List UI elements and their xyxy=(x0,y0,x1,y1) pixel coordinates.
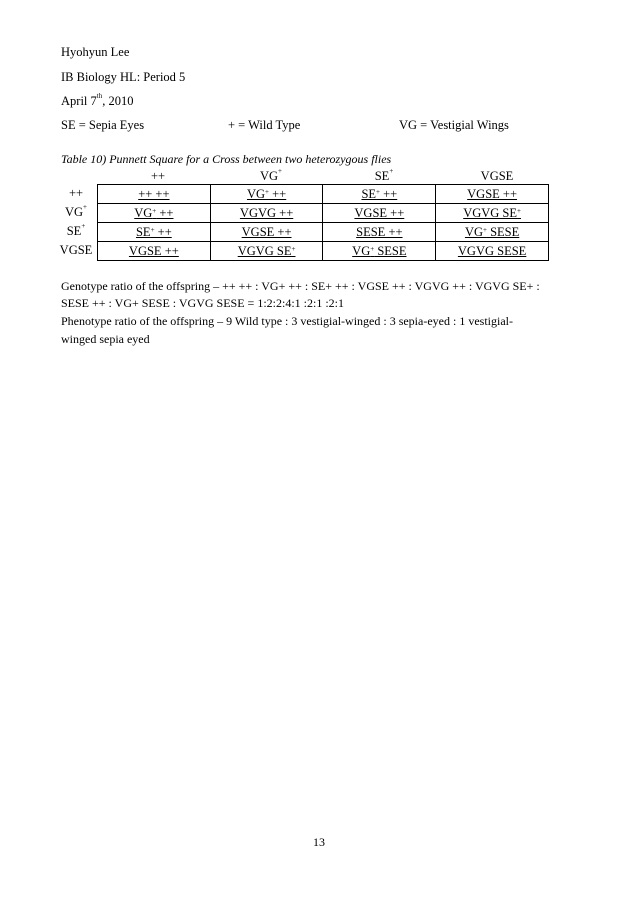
punnett-cell: VG+ SESE xyxy=(323,242,436,261)
phenotype-ratio-line-2 xyxy=(61,332,150,347)
column-header: VGSE xyxy=(480,169,514,183)
course-line: IB Biology HL: Period 5 xyxy=(61,70,186,84)
author-name: Hyohyun Lee xyxy=(61,45,130,59)
punnett-cell: SE+ ++ xyxy=(98,223,211,242)
column-header: ++ xyxy=(150,169,166,183)
punnett-cell: ++ ++ xyxy=(98,185,211,204)
table-caption: Table 10) Punnett Square for a Cross between two heterozygous flies xyxy=(61,152,392,166)
row-header: ++ xyxy=(68,186,84,200)
punnett-cell: VGVG SE+ xyxy=(436,204,549,223)
column-header: VG+ xyxy=(259,167,282,183)
column-header: SE+ xyxy=(374,167,394,183)
table-row xyxy=(98,223,549,242)
punnett-cell: VGSE ++ xyxy=(323,204,436,223)
table-row xyxy=(98,204,549,223)
punnett-cell: VGVG SESE xyxy=(436,242,549,261)
table-row xyxy=(98,242,549,261)
punnett-cell: SESE ++ xyxy=(323,223,436,242)
phenotype-ratio-line-1 xyxy=(61,314,513,329)
genotype-text: Genotype ratio of the offspring – ++ ++ : VG+ ++ : SE+ ++ : VGSE ++ : VGVG ++ : VGVG SE+ : xyxy=(61,279,540,293)
phenotype-text: winged sepia eyed xyxy=(61,332,150,346)
genotype-ratio-line-1 xyxy=(61,279,540,294)
punnett-cell: VGSE ++ xyxy=(436,185,549,204)
row-header: VG+ xyxy=(64,203,87,219)
genotype-ratio-line-2 xyxy=(61,296,344,311)
table-row xyxy=(98,185,549,204)
punnett-cell: VG+ ++ xyxy=(98,204,211,223)
punnett-square-table xyxy=(97,184,549,261)
punnett-cell: VGSE ++ xyxy=(210,223,323,242)
date-prefix: April 7 xyxy=(61,94,97,108)
page-number: 13 xyxy=(313,835,325,849)
punnett-cell: VG+ ++ xyxy=(210,185,323,204)
row-header: VGSE xyxy=(59,243,93,257)
date-line xyxy=(61,94,133,109)
genotype-text: SESE ++ : VG+ SESE : VGVG SESE = 1:2:2:4:1 :2:1 :2:1 xyxy=(61,296,344,310)
punnett-cell: VGVG SE+ xyxy=(210,242,323,261)
punnett-cell: SE+ ++ xyxy=(323,185,436,204)
key-sepia: SE = Sepia Eyes xyxy=(61,118,145,132)
punnett-cell: VGSE ++ xyxy=(98,242,211,261)
punnett-cell: VGVG ++ xyxy=(210,204,323,223)
row-header: SE+ xyxy=(66,222,86,238)
key-wild-type: + = Wild Type xyxy=(228,118,301,132)
date-suffix: , 2010 xyxy=(102,94,134,108)
punnett-cell: VG+ SESE xyxy=(436,223,549,242)
phenotype-text: Phenotype ratio of the offspring – 9 Wild type : 3 vestigial-winged : 3 sepia-eyed : 1 vestigial- xyxy=(61,314,513,328)
key-vestigial: VG = Vestigial Wings xyxy=(399,118,509,132)
date-ordinal: th xyxy=(96,92,103,100)
